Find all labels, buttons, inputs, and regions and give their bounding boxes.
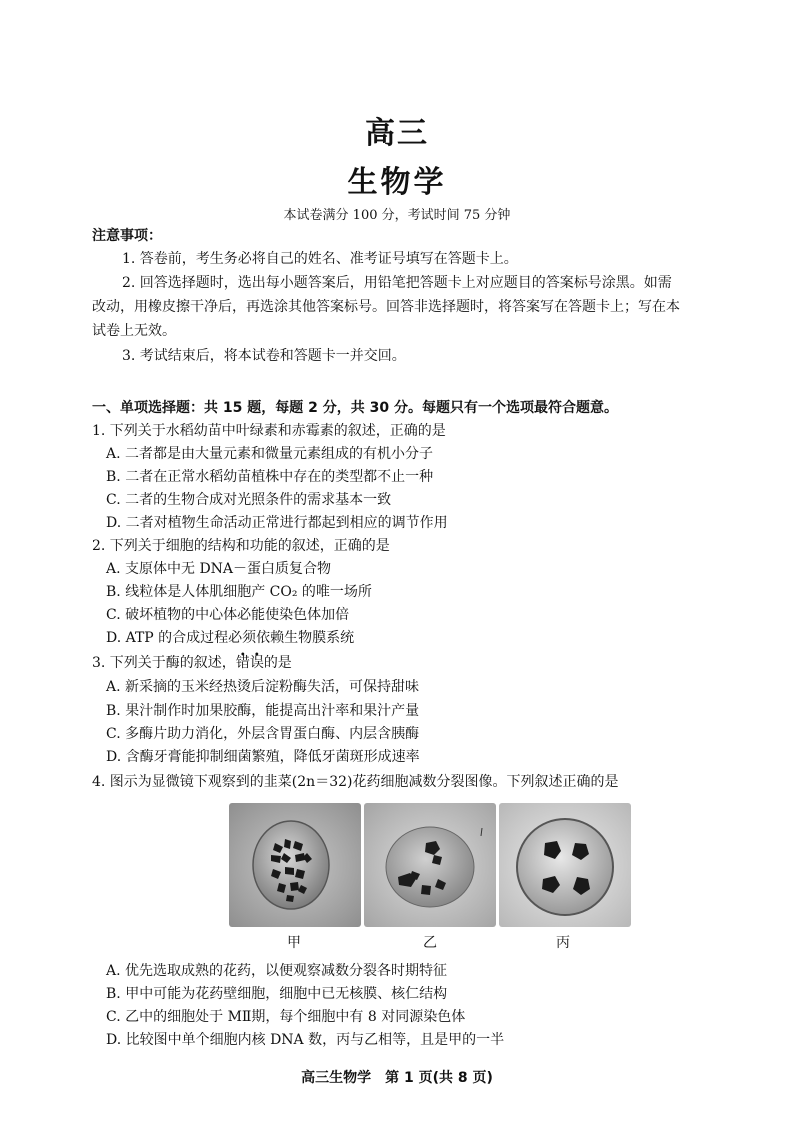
- question-4-stem: 4. 图示为显微镜下观察到的韭菜(2n＝32)花药细胞减数分裂图像。下列叙述正确的是: [92, 774, 619, 790]
- question-2-option-c: C. 破坏植物的中心体必能使染色体加倍: [106, 607, 350, 623]
- question-3-emphasis-2: 误: [249, 655, 264, 671]
- question-4-option-a: A. 优先选取成熟的花药，以便观察减数分裂各时期特征: [106, 963, 448, 979]
- question-4-option-c: C. 乙中的细胞处于 MⅡ期，每个细胞中有 8 对同源染色体: [106, 1009, 466, 1025]
- grade-title: 高三: [365, 116, 429, 151]
- section-heading: 一、单项选择题：共 15 题，每题 2 分，共 30 分。每题只有一个选项最符合题意。: [92, 400, 618, 416]
- subject-title: 生物学: [347, 165, 447, 200]
- figure-label-jia: 甲: [287, 935, 301, 951]
- question-3-emphasis-1: 错: [235, 655, 250, 671]
- figure-label-yi: 乙: [423, 935, 437, 951]
- note-item-2-line-1: 2. 回答选择题时，选出每小题答案后，用铅笔把答题卡上对应题目的答案标号涂黑。如需: [122, 275, 672, 291]
- question-2-option-a: A. 支原体中无 DNA－蛋白质复合物: [106, 561, 332, 577]
- question-3-stem-prefix: 3. 下列关于酶的叙述，: [92, 655, 236, 671]
- note-item-3: 3. 考试结束后，将本试卷和答题卡一并交回。: [122, 348, 406, 364]
- question-3-option-a: A. 新采摘的玉米经热烫后淀粉酶失活，可保持甜味: [106, 679, 420, 695]
- question-3-option-d: D. 含酶牙膏能抑制细菌繁殖，降低牙菌斑形成速率: [106, 749, 420, 765]
- notes-heading: 注意事项：: [92, 228, 162, 244]
- exam-info: 本试卷满分 100 分，考试时间 75 分钟: [283, 208, 511, 223]
- note-item-1: 1. 答卷前，考生务必将自己的姓名、准考证号填写在答题卡上。: [122, 251, 518, 267]
- note-item-2-line-3: 试卷上无效。: [92, 323, 176, 339]
- question-2-option-d: D. ATP 的合成过程必须依赖生物膜系统: [106, 630, 355, 646]
- question-3-option-b: B. 果汁制作时加果胶酶，能提高出汁率和果汁产量: [106, 703, 420, 719]
- micrograph-figure: [229, 803, 631, 927]
- note-item-2-line-2: 改动，用橡皮擦干净后，再选涂其他答案标号。回答非选择题时，将答案写在答题卡上；写在本: [92, 299, 680, 315]
- question-4-option-b: B. 甲中可能为花药壁细胞，细胞中已无核膜、核仁结构: [106, 986, 448, 1002]
- question-3-option-c: C. 多酶片助力消化，外层含胃蛋白酶、内层含胰酶: [106, 726, 420, 742]
- micrograph-jia: [229, 803, 361, 927]
- question-1-option-a: A. 二者都是由大量元素和微量元素组成的有机小分子: [106, 446, 434, 462]
- question-3-stem: [92, 653, 292, 673]
- question-1-stem: 1. 下列关于水稻幼苗中叶绿素和赤霉素的叙述，正确的是: [92, 423, 446, 439]
- figure-label-bing: 丙: [556, 935, 570, 951]
- page-footer: 高三生物学 第 1 页(共 8 页): [301, 1070, 493, 1086]
- question-2-option-b: B. 线粒体是人体肌细胞产 CO₂ 的唯一场所: [106, 584, 372, 600]
- micrograph-yi: [364, 803, 496, 927]
- micrograph-bing: [499, 803, 631, 927]
- question-2-stem: 2. 下列关于细胞的结构和功能的叙述，正确的是: [92, 538, 390, 554]
- question-1-option-d: D. 二者对植物生命活动正常进行都起到相应的调节作用: [106, 515, 448, 531]
- question-1-option-c: C. 二者的生物合成对光照条件的需求基本一致: [106, 492, 392, 508]
- question-1-option-b: B. 二者在正常水稻幼苗植株中存在的类型都不止一种: [106, 469, 434, 485]
- question-4-option-d: D. 比较图中单个细胞内核 DNA 数，丙与乙相等，且是甲的一半: [106, 1032, 505, 1048]
- question-3-stem-suffix: 的是: [263, 655, 292, 671]
